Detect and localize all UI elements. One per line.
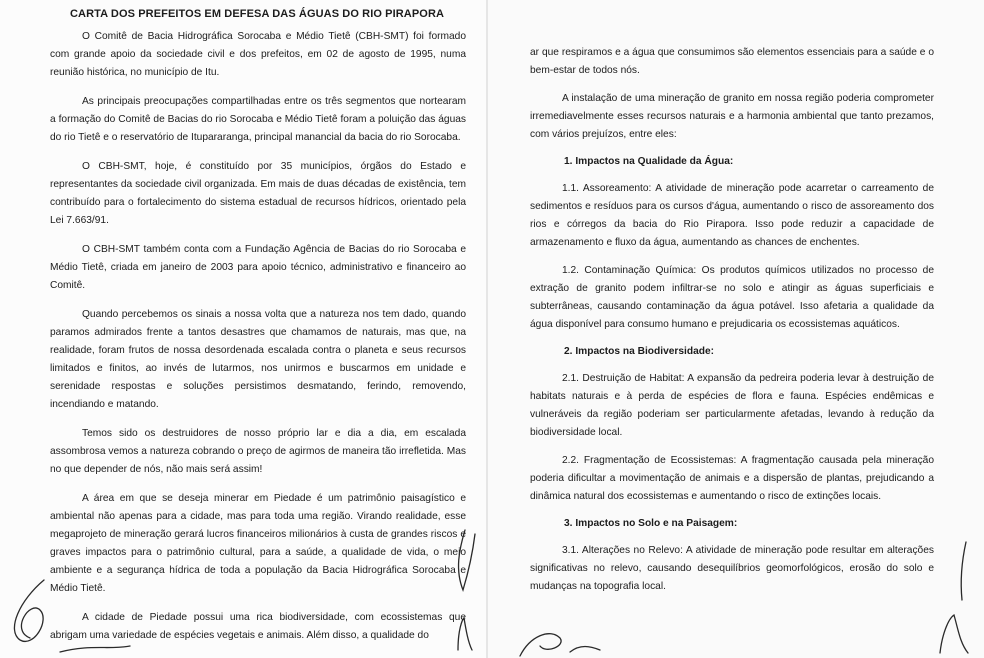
paragraph: O CBH-SMT também conta com a Fundação Agência de Bacias do rio Sorocaba e Médio Tietê, criada em janeiro de 2003 para apoio técnico, administrativo e financeiro ao Comitê.: [50, 244, 466, 291]
document-title: CARTA DOS PREFEITOS EM DEFESA DAS ÁGUAS DO RIO PIRAPORA: [70, 8, 445, 20]
section-heading: 3. Impactos no Solo e na Paisagem:: [564, 518, 738, 529]
paragraph: A instalação de uma mineração de granito em nossa região poderia comprometer irremediavelmente esses recursos naturais e a harmonia ambiental que tanto prezamos, com vários prejuízos, entre eles:: [530, 93, 934, 140]
section-item: 1.2. Contaminação Química: Os produtos químicos utilizados no processo de extração de granito podem infiltrar-se no solo e atingir as águas superficiais e subterrâneas, causando contaminação da água potável. Isso afetaria a qualidade da água disponível para consumo humano e prejudicaria os ecossistemas aquáticos.: [530, 265, 934, 330]
paragraph: O Comitê de Bacia Hidrográfica Sorocaba e Médio Tietê (CBH-SMT) foi formado com grande apoio da sociedade civil e dos prefeitos, em 02 de agosto de 1995, numa reunião histórica, no município de Itu.: [50, 31, 466, 78]
section-item: 2.2. Fragmentação de Ecossistemas: A fragmentação causada pela mineração poderia dificultar a movimentação de animais e a dispersão de plantas, prejudicando a dinâmica natural dos ecossistemas e aumentando o risco de extinções locais.: [530, 455, 934, 502]
paragraph: O CBH-SMT, hoje, é constituído por 35 municípios, órgãos do Estado e representantes da sociedade civil organizada. Em mais de duas décadas de existência, tem contribuído para o fortalecimento do sistema estadual de recursos hídricos, orientado pela Lei 7.663/91.: [50, 161, 466, 226]
section-heading: 1. Impactos na Qualidade da Água:: [564, 156, 734, 167]
paragraph: A área em que se deseja minerar em Piedade é um patrimônio paisagístico e ambiental não apenas para a cidade, mas para toda uma região. Virando realidade, esse megaprojeto de mineração gerará lucros financeiros milionários à custa de grandes riscos e graves impactos para o patrimônio cultural, para a saúde, a qualidade de vida, o meio ambiente e a segurança hídrica de toda a população da Bacia Hidrográfica Sorocaba e Médio Tietê.: [50, 493, 466, 594]
left-page: [0, 0, 486, 658]
paragraph: Temos sido os destruidores de nosso próprio lar e dia a dia, em escalada assombrosa vemos a natureza cobrando o preço de agirmos de maneira tão irrefletida. Mas no que depender de nós, não mais será assim!: [50, 428, 466, 475]
paragraph: As principais preocupações compartilhadas entre os três segmentos que nortearam a formação do Comitê de Bacias do rio Sorocaba e Médio Tietê foram a poluição das águas do rio Tietê e o reservatório de Itupararanga, principal manancial da bacia do rio Sorocaba.: [50, 96, 466, 143]
paragraph-continued: ar que respiramos e a água que consumimos são elementos essenciais para a saúde e o bem-estar de todos nós.: [530, 47, 934, 76]
right-page: [488, 0, 984, 658]
paragraph: Quando percebemos os sinais a nossa volta que a natureza nos tem dado, quando paramos admirados frente a tantos desastres que chamamos de naturais, mas que, na realidade, foram frutos de nossa desordenada escalada contra o planeta e seus recursos limitados e finitos, ao invés de lutarmos, nos unirmos e buscarmos em unidade e serenidade respostas e soluções persistimos desmatando, ferindo, removendo, incendiando e matando.: [50, 309, 466, 410]
section-item: 3.1. Alterações no Relevo: A atividade de mineração pode resultar em alterações significativas no relevo, causando desequilíbrios geomorfológicos, erosão do solo e mudanças na topografia local.: [530, 545, 934, 592]
section-item: 1.1. Assoreamento: A atividade de mineração pode acarretar o carreamento de sedimentos e resíduos para os cursos d'água, aumentando o risco de assoreamento dos rios e córregos da bacia do Rio Pirapora. Isso pode reduzir a capacidade de armazenamento e fluxo da água, aumentando as chances de enchentes.: [530, 183, 934, 248]
section-item: 2.1. Destruição de Habitat: A expansão da pedreira poderia levar à destruição de habitats naturais e à perda de espécies de flora e fauna. Espécies endêmicas e vulneráveis da região poderiam ser particularmente afetadas, levando à redução da biodiversidade local.: [530, 373, 934, 438]
section-heading: 2. Impactos na Biodiversidade:: [564, 346, 715, 357]
paragraph: A cidade de Piedade possui uma rica biodiversidade, com ecossistemas que abrigam uma variedade de espécies vegetais e animais. Além disso, a qualidade do: [50, 612, 466, 641]
